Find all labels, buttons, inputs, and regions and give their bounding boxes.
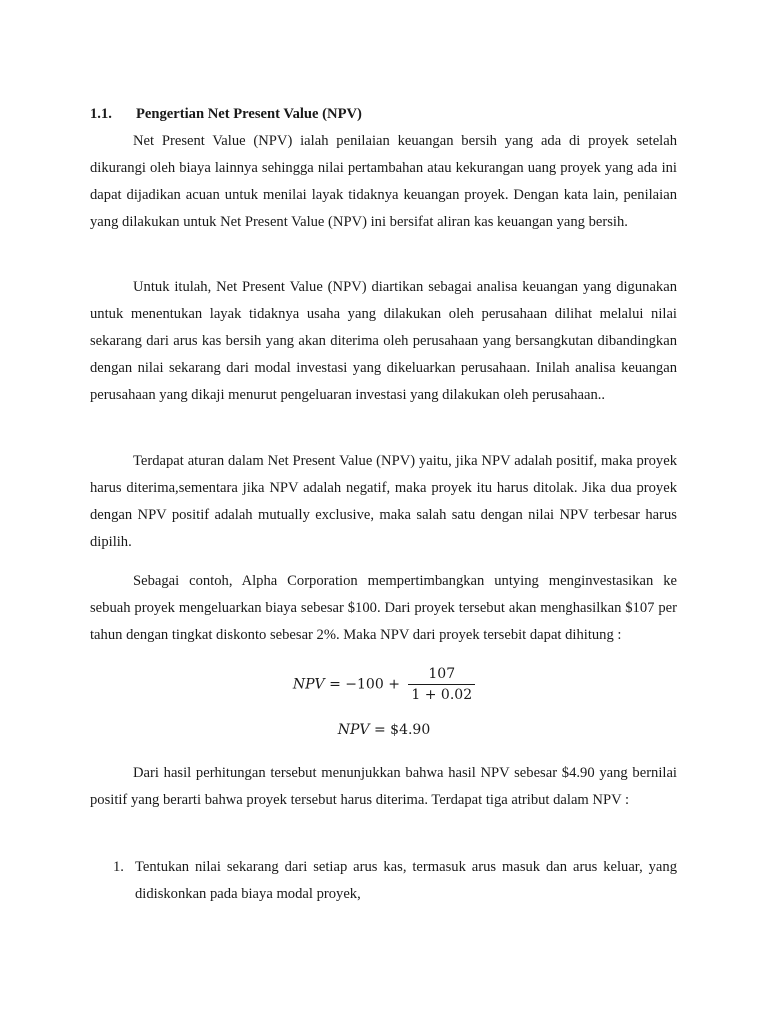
formula-result-rhs: = $4.90 [373,722,431,738]
formula-npv-calculation [0,664,768,705]
paragraph-npv-analysis: Untuk itulah, Net Present Value (NPV) diartikan sebagai analisa keuangan yang digunakan untuk menentukan layak tidaknya usaha yang dilakukan oleh perusahaan dilihat melalui nilai sekarang dari arus kas bersih yang akan diterima oleh perusahaan yang bersangkutan dibandingkan dengan nilai sekarang dari modal investasi yang dikeluarkan perusahaan. Inilah analisa keuangan perusahaan yang dikaji menurut pengeluaran investasi yang dilakukan oleh perusahaan.. [90,279,677,403]
paragraph-npv-definition: Net Present Value (NPV) ialah penilaian keuangan bersih yang ada di proyek setelah dikurangi oleh biaya lainnya sehingga nilai pertambahan atau kekurangan uang proyek yang ada ini dapat dijadikan acuan untuk menilai layak tidaknya keuangan proyek. Dengan kata lain, penilaian yang dilakukan untuk Net Present Value (NPV) ini bersifat aliran kas keuangan yang bersih. [90,133,677,230]
section-number: 1.1. [90,106,112,122]
paragraph-npv-rules: Terdapat aturan dalam Net Present Value (NPV) yaitu, jika NPV adalah positif, maka proyek harus diterima,sementara jika NPV adalah negatif, maka proyek itu harus ditolak. Jika dua proyek dengan NPV positif adalah mutually exclusive, maka salah satu dengan nilai NPV terbesar harus dipilih. [90,453,677,550]
list-item [113,854,677,908]
formula-result-lhs: NPV [337,722,370,738]
list-marker: 1. [113,859,124,875]
list-item-text: Tentukan nilai sekarang dari setiap arus kas, termasuk arus masuk dan arus keluar, yang didiskonkan pada biaya modal proyek, [135,859,677,902]
formula-rhs-prefix: = −100 + [329,676,400,693]
formula-denominator: 1 + 0.02 [411,687,473,703]
section-heading [90,104,362,124]
paragraph-example: Sebagai contoh, Alpha Corporation mempertimbangkan untying menginvestasikan ke sebuah proyek mengeluarkan biaya sebesar $100. Dari proyek tersebut akan menghasilkan $107 per tahun dengan tingkat diskonto sebesar 2%. Maka NPV dari proyek tersebit dapat dihitung : [90,573,677,643]
formula-lhs: NPV [292,676,325,693]
paragraph-conclusion: Dari hasil perhitungan tersebut menunjukkan bahwa hasil NPV sebesar $4.90 yang bernilai positif yang berarti bahwa proyek tersebut harus diterima. Terdapat tiga atribut dalam NPV : [90,765,677,808]
section-title: Pengertian Net Present Value (NPV) [136,106,362,122]
formula-numerator: 107 [408,664,475,685]
formula-fraction [408,664,475,705]
formula-npv-result [0,722,768,738]
